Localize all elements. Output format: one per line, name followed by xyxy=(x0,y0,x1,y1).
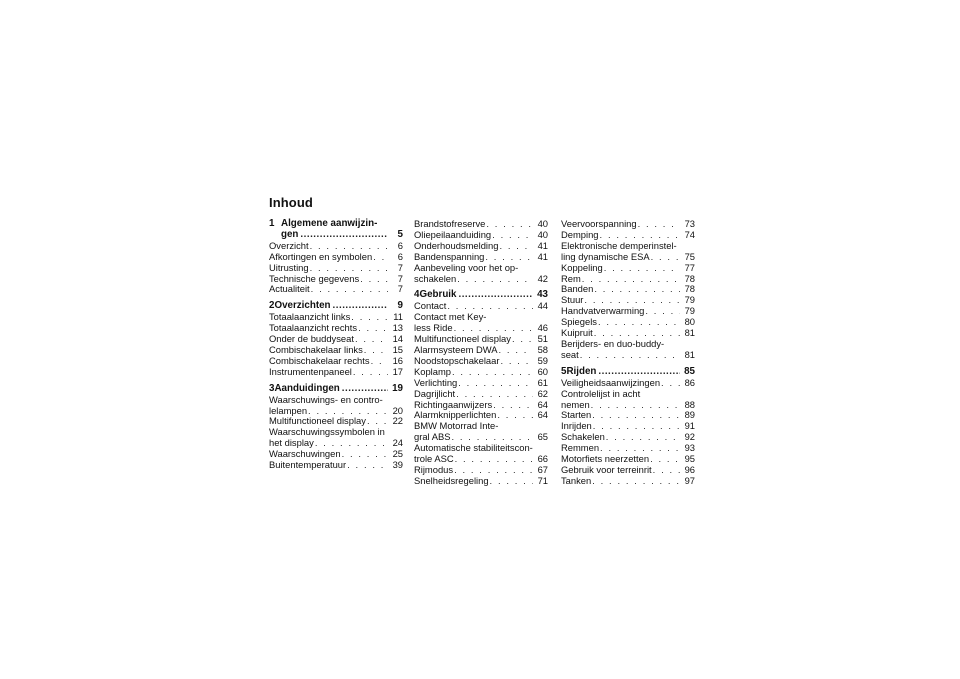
toc-page-number: 17 xyxy=(392,365,403,377)
toc-entry-title: Combischakelaar rechts xyxy=(269,354,370,366)
toc-entry-title: Bandenspanning xyxy=(414,250,485,262)
toc-page-number: 43 xyxy=(537,289,548,301)
toc-entry xyxy=(269,460,403,471)
toc-entry-title: gral ABS xyxy=(414,431,451,443)
toc-page-number: 62 xyxy=(537,387,548,399)
toc-entry-title: Berijders- en duo-buddy- xyxy=(561,337,665,349)
toc-entry-title: Kuipruit xyxy=(561,327,593,339)
toc-entry-title: Schakelen xyxy=(561,431,605,443)
chapter-number: 5 xyxy=(561,365,567,377)
toc-entry-title: Veervoorspanning xyxy=(561,218,637,229)
toc-page-number: 16 xyxy=(392,354,403,366)
chapter-number: 3 xyxy=(269,382,275,394)
toc-page-number: 9 xyxy=(397,300,403,312)
leader-dots xyxy=(604,263,680,274)
toc-page-number: 25 xyxy=(392,448,403,460)
toc-entry-title: Rem xyxy=(561,272,581,284)
leader-dots xyxy=(591,400,680,411)
toc-entry xyxy=(414,378,548,389)
toc-entry-title: Spiegels xyxy=(561,316,597,328)
toc-page-number: 6 xyxy=(397,250,403,262)
toc-entry-title: Automatische stabiliteitscon- xyxy=(414,442,533,454)
toc-entry-title: Waarschuwingen xyxy=(269,448,341,460)
toc-page-number: 77 xyxy=(684,261,695,273)
toc-entry-title: Rijden xyxy=(566,365,597,377)
toc-page-number: 86 xyxy=(684,376,695,388)
leader-dots xyxy=(311,284,388,295)
leader-dots xyxy=(653,465,680,476)
toc-entry xyxy=(561,389,695,411)
toc-entry xyxy=(414,389,548,400)
chapter-number: 4 xyxy=(414,289,420,301)
toc-entry xyxy=(269,367,403,378)
toc-entry-title: Algemene aanwijzin- xyxy=(281,218,378,229)
toc-entry-title: Snelheidsregeling xyxy=(414,474,489,486)
toc-page-number: 64 xyxy=(537,409,548,421)
toc-entry-title: Afkortingen en symbolen xyxy=(269,250,373,262)
toc-column-1 xyxy=(269,219,403,471)
toc-entry-title: Richtingaanwijzers xyxy=(414,398,493,410)
toc-column-2 xyxy=(414,219,548,487)
toc-entry-title: Alarmsysteem DWA xyxy=(414,343,498,355)
toc-entry-title: Elektronische demperinstel- xyxy=(561,239,677,251)
toc-page-number: 46 xyxy=(537,322,548,334)
toc-entry xyxy=(561,476,695,487)
toc-page-number: 79 xyxy=(684,305,695,317)
toc-page-number: 66 xyxy=(537,453,548,465)
leader-dots xyxy=(499,345,533,356)
toc-entry-title: seat xyxy=(561,348,579,360)
leader-dots xyxy=(347,460,388,471)
leader-dots xyxy=(373,252,388,263)
toc-entry-title: Gebruik voor terreinrit xyxy=(561,463,652,475)
toc-entry-title: ling dynamische ESA xyxy=(561,250,650,262)
toc-entry-title: Onder de buddyseat xyxy=(269,333,354,345)
leader-dots xyxy=(492,230,533,241)
leader-dots xyxy=(493,400,533,411)
toc-page-number: 20 xyxy=(392,404,403,416)
leader-dots xyxy=(310,263,388,274)
toc-page-number: 61 xyxy=(537,376,548,388)
toc-page-number: 5 xyxy=(397,228,403,240)
toc-entry-title: BMW Motorrad Inte- xyxy=(414,420,499,432)
toc-entry-title: Motorfiets neerzetten xyxy=(561,453,650,465)
leader-dots xyxy=(500,356,533,367)
leader-dots xyxy=(512,334,533,345)
leader-dots xyxy=(638,219,680,230)
toc-entry-title: Banden xyxy=(561,283,594,295)
toc-page-number: 13 xyxy=(392,322,403,334)
leader-dots xyxy=(457,274,533,285)
toc-page-number: 95 xyxy=(684,453,695,465)
toc-entry-title: Alarmknipperlichten xyxy=(414,409,497,421)
toc-page-number: 91 xyxy=(684,420,695,432)
toc-page-number: 39 xyxy=(392,459,403,471)
toc-entry xyxy=(561,241,695,263)
toc-entry xyxy=(414,421,548,443)
toc-entry-title: Oliepeilaanduiding xyxy=(414,228,492,240)
leader-dots xyxy=(593,421,680,432)
toc-entry-title: Demping xyxy=(561,228,599,240)
toc-entry-title: Rijmodus xyxy=(414,463,454,475)
toc-page-number: 40 xyxy=(537,218,548,229)
toc-entry xyxy=(414,443,548,465)
toc-page-number: 79 xyxy=(684,294,695,306)
toc-page-number: 58 xyxy=(537,343,548,355)
leader-dots xyxy=(580,350,680,361)
toc-entry-title: Controlelijst in acht xyxy=(561,387,641,399)
toc-page-number: 7 xyxy=(397,261,403,273)
toc-entry-title: Combischakelaar links xyxy=(269,343,363,355)
leader-dots xyxy=(360,274,388,285)
toc-entry-title: schakelen xyxy=(414,272,457,284)
leader-dots xyxy=(455,454,533,465)
leader-dots xyxy=(582,274,680,285)
toc-entry-title: Aanbeveling voor het op- xyxy=(414,261,519,273)
toc-entry xyxy=(414,263,548,285)
toc-entry-title: Technische gegevens xyxy=(269,272,360,284)
toc-entry xyxy=(269,284,403,295)
toc-entry-title: less Ride xyxy=(414,322,453,334)
leader-dots xyxy=(497,410,533,421)
leader-dots xyxy=(606,432,680,443)
toc-entry xyxy=(269,395,403,417)
toc-page-number: 97 xyxy=(684,474,695,486)
toc-page-number: 60 xyxy=(537,365,548,377)
toc-entry-title: Starten xyxy=(561,409,592,421)
toc-page-number: 24 xyxy=(392,437,403,449)
toc-entry xyxy=(269,252,403,263)
toc-entry-title: Overzicht xyxy=(269,239,309,251)
leader-dots xyxy=(594,284,680,295)
toc-entry-title: Brandstofreserve xyxy=(414,218,486,229)
toc-entry-title: Stuur xyxy=(561,294,584,306)
toc-page-number: 89 xyxy=(684,409,695,421)
toc-column-3 xyxy=(561,219,695,487)
toc-entry-title: Onderhoudsmelding xyxy=(414,239,499,251)
leader-dots xyxy=(452,367,533,378)
toc-entry-title: Contact met Key- xyxy=(414,311,487,323)
toc-chapter xyxy=(269,219,403,241)
toc-page-number: 14 xyxy=(392,333,403,345)
toc-page-number: 15 xyxy=(392,343,403,355)
toc-entry-title: Verlichting xyxy=(414,376,458,388)
toc-page-number: 41 xyxy=(537,239,548,251)
toc-entry-title: Waarschuwingssymbolen in xyxy=(269,426,385,438)
toc-entry-title: trole ASC xyxy=(414,453,454,465)
leader-dots xyxy=(456,389,533,400)
toc-page-number: 74 xyxy=(684,228,695,240)
toc-entry xyxy=(561,339,695,361)
leader-dots xyxy=(651,252,680,263)
toc-page-number: 22 xyxy=(392,415,403,427)
leader-dots xyxy=(358,323,388,334)
toc-page-number: 71 xyxy=(537,474,548,486)
toc-entry xyxy=(561,263,695,274)
leader-dots xyxy=(661,378,680,389)
toc-page-number: 44 xyxy=(537,300,548,312)
leader-dots xyxy=(486,219,533,230)
toc-entry-title: Aanduidingen xyxy=(274,382,340,394)
toc-entry-title: gen xyxy=(281,228,299,240)
toc-entry-title: Handvatverwarming xyxy=(561,305,645,317)
toc-entry-title: Uitrusting xyxy=(269,261,309,273)
leader-dots xyxy=(490,476,533,487)
toc-entry-title: Buitentemperatuur xyxy=(269,459,347,471)
leader-dots xyxy=(371,356,388,367)
leader-dots xyxy=(645,306,680,317)
toc-page-number: 93 xyxy=(684,442,695,454)
chapter-number: 2 xyxy=(269,300,275,312)
toc-entry-title: Remmen xyxy=(561,442,600,454)
toc-page-number: 6 xyxy=(397,239,403,251)
toc-entry-title: lelampen xyxy=(269,404,308,416)
toc-page-number: 75 xyxy=(684,250,695,262)
leader-dots xyxy=(300,230,388,241)
toc-entry-title: Totaalaanzicht rechts xyxy=(269,322,358,334)
leader-dots xyxy=(458,290,533,301)
leader-dots xyxy=(353,367,388,378)
toc-entry-title: Instrumentenpaneel xyxy=(269,365,352,377)
toc-page-number: 7 xyxy=(397,283,403,295)
toc-entry-title: Veiligheidsaanwijzingen xyxy=(561,376,661,388)
toc-page-number: 11 xyxy=(393,311,403,323)
toc-page-number: 78 xyxy=(684,283,695,295)
toc-page-number: 85 xyxy=(684,365,695,377)
toc-entry-title: Koppeling xyxy=(561,261,603,273)
toc-entry-title: Dagrijlicht xyxy=(414,387,456,399)
toc-page-number: 80 xyxy=(684,316,695,328)
toc-entry-title: Noodstopschakelaar xyxy=(414,354,500,366)
leader-dots xyxy=(458,378,533,389)
toc-entry xyxy=(269,263,403,274)
page-title: Inhoud xyxy=(269,195,313,210)
leader-dots xyxy=(592,410,680,421)
toc-entry-title: Gebruik xyxy=(419,289,457,301)
toc-page-number: 96 xyxy=(684,463,695,475)
toc-entry-title: Koplamp xyxy=(414,365,452,377)
toc-page-number: 92 xyxy=(684,431,695,443)
toc-entry-title: Multifunctioneel display xyxy=(414,333,511,345)
toc-entry xyxy=(269,427,403,449)
leader-dots xyxy=(499,241,533,252)
toc-entry-title: Waarschuwings- en contro- xyxy=(269,393,383,405)
toc-page-number: 78 xyxy=(684,272,695,284)
toc-entry xyxy=(414,312,548,334)
toc-entry-title: Overzichten xyxy=(274,300,331,312)
toc-entry-title: het display xyxy=(269,437,314,449)
toc-entry-title: Actualiteit xyxy=(269,283,310,295)
toc-entry-title: Multifunctioneel display xyxy=(269,415,366,427)
chapter-number: 1 xyxy=(269,218,275,229)
toc-page-number: 42 xyxy=(537,272,548,284)
toc-page-number: 73 xyxy=(684,218,695,229)
toc-page-number: 81 xyxy=(684,348,695,360)
toc-entry-title: nemen xyxy=(561,398,590,410)
toc-page-number: 51 xyxy=(537,333,548,345)
toc-entry-title: Inrijden xyxy=(561,420,592,432)
toc-page-number: 19 xyxy=(392,382,403,394)
leader-dots xyxy=(650,454,680,465)
toc-page-number: 65 xyxy=(537,431,548,443)
toc-page-number: 40 xyxy=(537,228,548,240)
toc-page-number: 59 xyxy=(537,354,548,366)
toc-page-number: 41 xyxy=(537,250,548,262)
toc-entry-title: Contact xyxy=(414,300,447,312)
leader-dots xyxy=(342,449,388,460)
toc-entry-title: Tanken xyxy=(561,474,592,486)
toc-entry-title: Totaalaanzicht links xyxy=(269,311,351,323)
toc-page-number: 88 xyxy=(684,398,695,410)
leader-dots xyxy=(598,317,680,328)
toc-page-number: 81 xyxy=(684,327,695,339)
toc-page-number: 64 xyxy=(537,398,548,410)
toc-page-number: 67 xyxy=(537,463,548,475)
leader-dots xyxy=(592,476,680,487)
toc-entry xyxy=(414,476,548,487)
toc-page-number: 7 xyxy=(397,272,403,284)
